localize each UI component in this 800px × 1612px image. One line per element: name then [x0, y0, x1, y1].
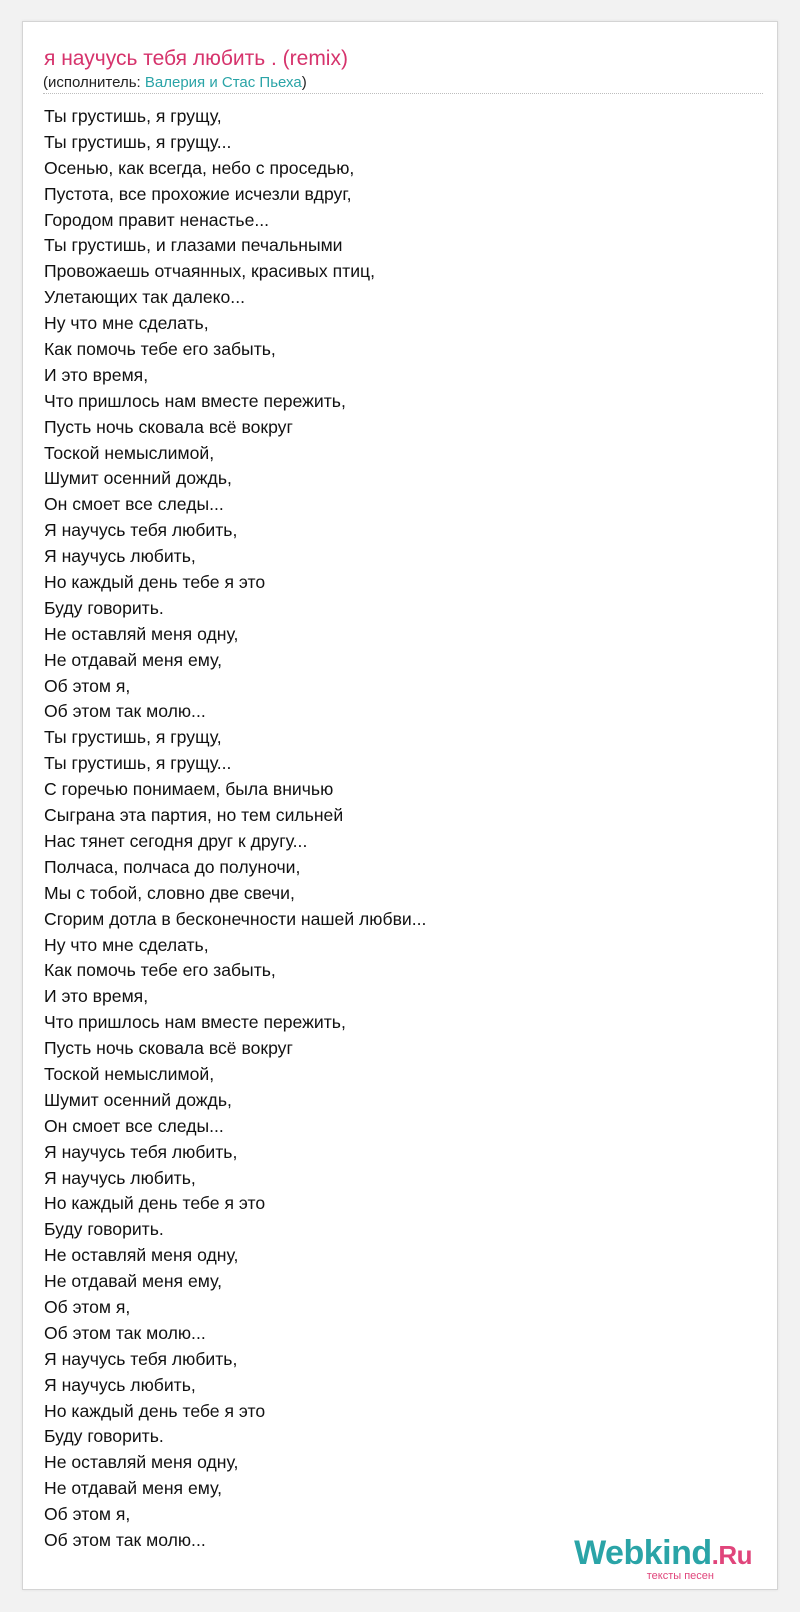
- lyric-line: Не отдавай меня ему,: [44, 649, 222, 670]
- lyric-line: Он смоет все следы...: [44, 494, 224, 515]
- lyric-line: Тоской немыслимой,: [44, 442, 215, 463]
- lyric-line: Шумит осенний дождь,: [44, 1089, 232, 1110]
- artist-prefix: (исполнитель:: [43, 74, 145, 91]
- artist-line: [43, 74, 307, 92]
- lyric-line: Не оставляй меня одну,: [44, 1452, 239, 1473]
- lyric-line: И это время,: [44, 364, 149, 385]
- lyric-line: Я научусь любить,: [44, 1167, 196, 1188]
- lyric-line: Городом правит ненастье...: [44, 209, 270, 230]
- lyric-line: С горечью понимаем, была вничью: [44, 779, 334, 800]
- lyric-line: Не отдавай меня ему,: [44, 1478, 222, 1499]
- lyric-line: Ты грустишь, я грущу,: [44, 727, 222, 748]
- lyric-line: Как помочь тебе его забыть,: [44, 339, 276, 360]
- lyric-line: Буду говорить.: [44, 597, 164, 618]
- lyric-line: Не оставляй меня одну,: [44, 623, 239, 644]
- lyric-line: Провожаешь отчаянных, красивых птиц,: [44, 261, 375, 282]
- lyrics-text: [44, 104, 744, 1554]
- lyric-line: Об этом я,: [44, 675, 131, 696]
- header-divider: [43, 93, 763, 94]
- lyric-line: Я научусь тебя любить,: [44, 1141, 238, 1162]
- lyric-line: Но каждый день тебе я это: [44, 1193, 266, 1214]
- artist-link[interactable]: Валерия и Стас Пьеха: [144, 74, 302, 91]
- lyric-line: Буду говорить.: [44, 1426, 164, 1447]
- lyric-line: Мы с тобой, словно две свечи,: [44, 882, 295, 903]
- lyric-line: Тоской немыслимой,: [44, 1063, 215, 1084]
- lyric-line: Об этом так молю...: [44, 701, 206, 722]
- lyric-line: Я научусь любить,: [44, 546, 196, 567]
- lyric-line: Он смоет все следы...: [44, 1115, 224, 1136]
- logo-main-text: Webkind: [574, 1534, 712, 1572]
- lyric-line: Я научусь тебя любить,: [44, 1348, 238, 1369]
- lyric-line: Ну что мне сделать,: [44, 934, 209, 955]
- lyric-line: Не отдавай меня ему,: [44, 1271, 222, 1292]
- lyric-line: Пусть ночь сковала всё вокруг: [44, 1038, 293, 1059]
- lyric-line: Но каждый день тебе я это: [44, 1400, 266, 1421]
- lyric-line: Нас тянет сегодня друг к другу...: [44, 830, 308, 851]
- lyric-line: Шумит осенний дождь,: [44, 468, 232, 489]
- lyric-line: Ты грустишь, я грущу,: [44, 106, 222, 126]
- lyric-line: Осенью, как всегда, небо с проседью,: [44, 157, 355, 178]
- lyric-line: Ты грустишь, и глазами печальными: [44, 235, 343, 256]
- lyric-line: И это время,: [44, 986, 149, 1007]
- lyric-line: Не оставляй меня одну,: [44, 1245, 239, 1266]
- song-title: я научусь тебя любить . (remix): [44, 47, 348, 70]
- lyric-line: Улетающих так далеко...: [44, 287, 245, 308]
- logo-tagline: тексты песен: [646, 1570, 714, 1582]
- lyric-line: Ты грустишь, я грущу...: [44, 131, 232, 152]
- lyric-line: Пусть ночь сковала всё вокруг: [44, 416, 293, 437]
- lyric-line: Я научусь тебя любить,: [44, 520, 238, 541]
- lyric-line: Сгорим дотла в бесконечности нашей любви...: [44, 908, 427, 929]
- lyric-line: Об этом я,: [44, 1296, 131, 1317]
- lyric-line: Об этом так молю...: [44, 1322, 206, 1343]
- lyric-line: Я научусь любить,: [44, 1374, 196, 1395]
- lyric-line: Пустота, все прохожие исчезли вдруг,: [44, 183, 352, 204]
- lyric-line: Об этом я,: [44, 1504, 131, 1525]
- lyric-line: Как помочь тебе его забыть,: [44, 960, 276, 981]
- lyric-line: Буду говорить.: [44, 1219, 164, 1240]
- lyric-line: Сыграна эта партия, но тем сильней: [44, 805, 344, 826]
- lyric-line: Ты грустишь, я грущу...: [44, 753, 232, 774]
- lyric-line: Об этом так молю...: [44, 1529, 206, 1550]
- lyric-line: Что пришлось нам вместе пережить,: [44, 1012, 346, 1033]
- lyric-line: Что пришлось нам вместе пережить,: [44, 390, 346, 411]
- site-logo[interactable]: [574, 1536, 752, 1582]
- artist-suffix: ): [301, 74, 307, 91]
- lyric-line: Но каждый день тебе я это: [44, 572, 266, 593]
- lyric-line: Ну что мне сделать,: [44, 313, 209, 334]
- lyric-line: Полчаса, полчаса до полуночи,: [44, 856, 301, 877]
- logo-suffix-text: .Ru: [711, 1540, 752, 1570]
- lyrics-card: [22, 21, 778, 1590]
